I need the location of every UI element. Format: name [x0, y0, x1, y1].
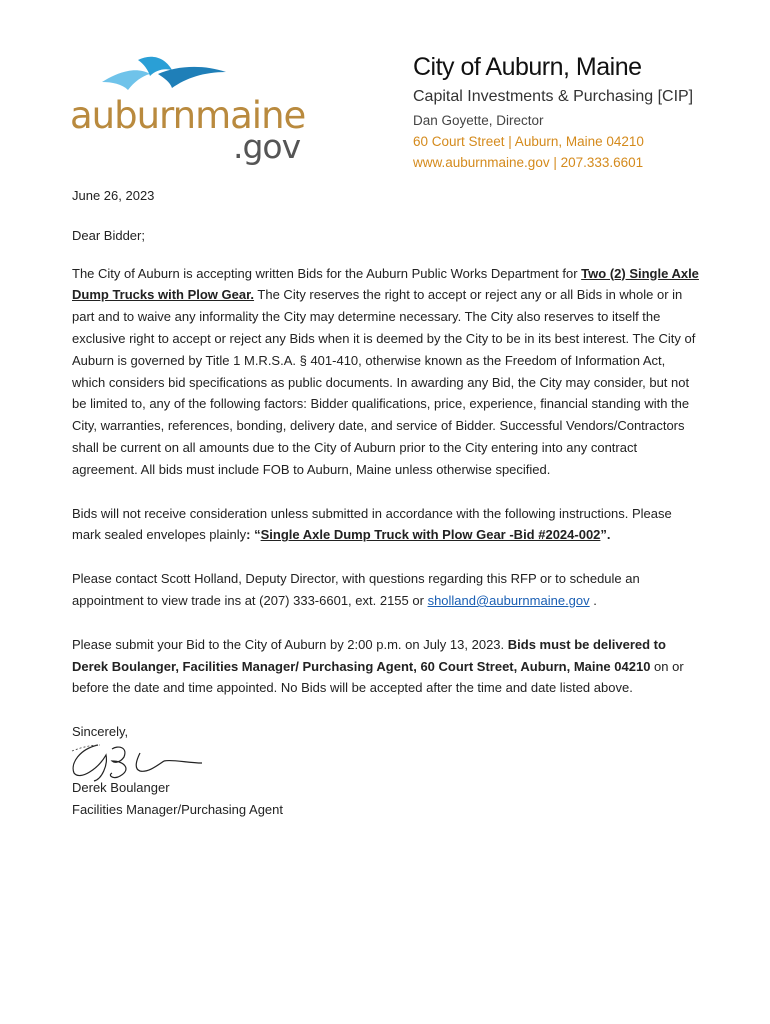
paragraph-bid-intro [72, 263, 702, 481]
signature-block [72, 721, 702, 820]
address-line: 60 Court Street | Auburn, Maine 04210 [413, 134, 644, 149]
logo-wordmark: auburnmaine [70, 94, 306, 137]
website-phone-line: www.auburnmaine.gov | 207.333.6601 [413, 155, 644, 170]
paragraph-text: Please contact Scott Holland, Deputy Director, with questions regarding this RFP or to schedule an appointment to view trade ins at (207) 333-6601, ext. 2155 or [72, 571, 640, 608]
bird-wings-icon [98, 52, 238, 100]
closing: Sincerely, [72, 724, 129, 740]
paragraph-text: on or before the date and time appointed. No Bids will be accepted after the time and date listed above. [72, 658, 684, 696]
department-name: Capital Investments & Purchasing [CIP] [413, 88, 694, 105]
open-quote: “ [254, 527, 261, 543]
paragraph-text: . [589, 592, 597, 608]
logo-tld: .gov [233, 127, 301, 166]
bid-item-title: Two (2) Single Axle Dump Trucks with Plow Gear. [72, 265, 699, 303]
paragraph-submission [72, 634, 702, 699]
close-quote: ”. [600, 527, 611, 543]
paragraph-text: Bids will not receive consideration unless submitted in accordance with the following instructions. Please mark sealed envelopes plainly [72, 505, 672, 543]
paragraph-text: The City reserves the right to accept or reject any or all Bids in whole or in part and to waive any informality the City may determine necessary. The City also reserves to itself the exclusive right to accept or reject any Bids when it is deemed by the City to be in its best interest. The City of Auburn is governed by Title 1 M.R.S.A. § 401-410, otherwise known as the Freedom of Information Act, which considers bid specifications as public documents. In awarding any Bid, the City may consider, but not be limited to, any of the following factors: Bidder qualifications, price, experience, financial standing with the City, warranties, references, bonding, delivery date, and service of Bidder. Successful Vendors/Contractors shall be current on all amounts due to the City of Auburn prior to the City entering into any contract agreement. All bids must include FOB to Auburn, Maine unless otherwise specified. [72, 287, 696, 477]
contact-email-link[interactable]: sholland@auburnmaine.gov [427, 592, 590, 608]
letter-body [72, 185, 702, 821]
letterhead [413, 50, 693, 173]
letter-date: June 26, 2023 [72, 188, 155, 203]
signer-name: Derek Boulanger [72, 779, 170, 795]
paragraph-text: The City of Auburn is accepting written Bids for the Auburn Public Works Department for [72, 265, 582, 281]
paragraph-contact [72, 568, 702, 612]
salutation: Dear Bidder; [72, 227, 145, 243]
colon: : [246, 527, 255, 543]
city-logo [70, 52, 306, 166]
org-name: City of Auburn, Maine [413, 53, 642, 81]
signer-title: Facilities Manager/Purchasing Agent [72, 801, 284, 817]
delivery-instructions: Bids must be delivered to Derek Boulanger, Facilities Manager/ Purchasing Agent, 60 Court Street, Auburn, Maine 04210 [72, 636, 666, 674]
envelope-label: Single Axle Dump Truck with Plow Gear -Bid #2024-002 [260, 527, 601, 543]
director-name: Dan Goyette, Director [413, 113, 544, 128]
paragraph-instructions [72, 503, 702, 547]
paragraph-text: Please submit your Bid to the City of Auburn by 2:00 p.m. on July 13, 2023. [72, 636, 508, 652]
